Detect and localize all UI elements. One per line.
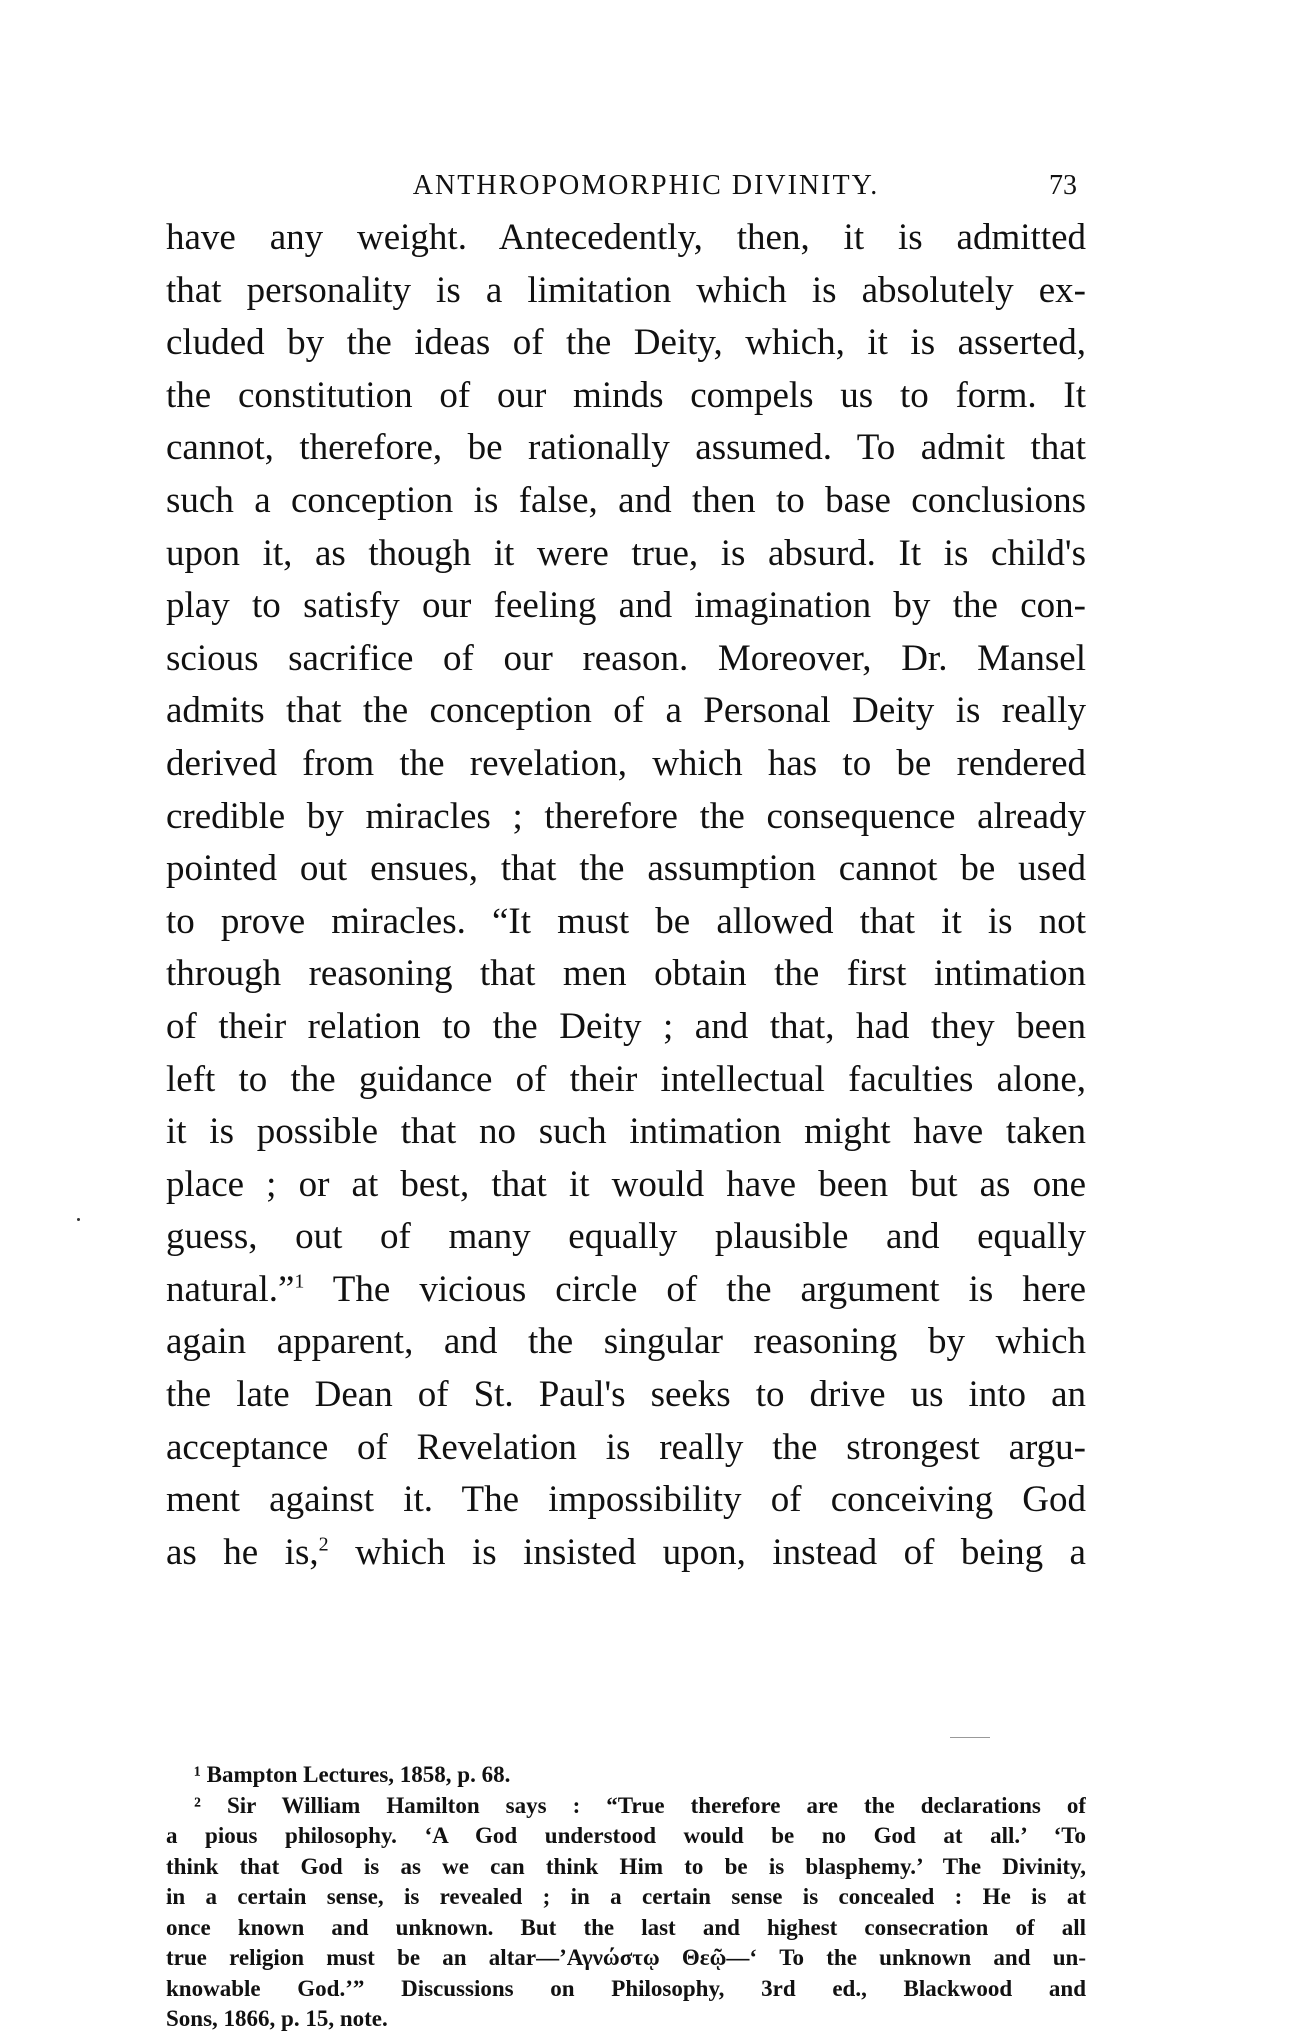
text-line: it is possible that no such intimation might have taken [166, 1111, 1086, 1153]
text-line: to prove miracles. “It must be allowed that it is not [166, 900, 1086, 942]
print-speck [77, 1218, 80, 1221]
text-line: scious sacrifice of our reason. Moreover, Dr. Mansel [166, 637, 1086, 679]
text-line: credible by miracles ; therefore the consequence already [166, 795, 1086, 837]
text-line: cluded by the ideas of the Deity, which, it is asserted, [166, 322, 1086, 364]
footnote-divider [950, 1737, 990, 1738]
footnote-2-line: think that God is as we can think Him to be is blasphemy.’ The Divinity, [166, 1853, 1086, 1879]
text-line: derived from the revelation, which has to be rendered [166, 742, 1086, 784]
text-line: upon it, as though it were true, is absurd. It is child's [166, 532, 1086, 574]
text-line: have any weight. Antecedently, then, it is admitted [166, 217, 1086, 258]
footnote-2-line: Sons, 1866, p. 15, note. [166, 2006, 388, 2031]
footnote-ref-2: 2 [318, 1533, 329, 1556]
text-line: pointed out ensues, that the assumption cannot be used [166, 848, 1086, 890]
text-line: guess, out of many equally plausible and equally [166, 1216, 1086, 1258]
footnote-marker: ¹ [194, 1762, 201, 1787]
line-text-before-ref: natural.” [166, 1268, 295, 1310]
text-line: cannot, therefore, be rationally assumed. To admit that [166, 427, 1086, 469]
footnotes [166, 1760, 1086, 2035]
footnote-2-line: a pious philosophy. ‘A God understood would be no God at all.’ ‘To [166, 1823, 1086, 1848]
footnote-2-line: in a certain sense, is revealed ; in a certain sense is concealed : He is at [166, 1884, 1086, 1909]
text-line: place ; or at best, that it would have been but as one [166, 1163, 1086, 1205]
footnote-ref-1: 1 [294, 1270, 305, 1293]
text-line: play to satisfy our feeling and imagination by the con- [166, 585, 1086, 627]
text-line-with-footnote-ref [166, 1264, 1086, 1317]
text-line: that personality is a limitation which is absolutely ex- [166, 269, 1086, 311]
running-title: ANTHROPOMORPHIC DIVINITY. [412, 170, 880, 201]
footnote-text: Bampton Lectures, 1858, p. 68. [206, 1762, 511, 1787]
main-text [166, 212, 1086, 1579]
footnote-2-line: knowable God.’” Discussions on Philosophy, 3rd ed., Blackwood and [166, 1975, 1086, 2001]
footnote-2-line [166, 1791, 1086, 1822]
text-line: admits that the conception of a Personal Deity is really [166, 690, 1086, 732]
footnote-marker: ² [194, 1792, 201, 1818]
text-line: again apparent, and the singular reasoning by which [166, 1321, 1086, 1363]
text-line-with-footnote-ref [166, 1527, 1086, 1580]
page-number: 73 [1049, 170, 1077, 201]
text-line: the constitution of our minds compels us to form. It [166, 374, 1086, 416]
text-line: acceptance of Revelation is really the strongest argu- [166, 1426, 1086, 1468]
text-line: ment against it. The impossibility of conceiving God [166, 1479, 1086, 1521]
footnote-2-line: true religion must be an altar—’Αγνώστῳ Θεῷ—‘ To the unknown and un- [166, 1945, 1086, 1970]
line-text-after-ref: The vicious circle of the argument is here [304, 1268, 1086, 1310]
text-line: through reasoning that men obtain the first intimation [166, 953, 1086, 995]
text-line: the late Dean of St. Paul's seeks to drive us into an [166, 1374, 1086, 1416]
line-text-after-ref: which is insisted upon, instead of being a [328, 1531, 1086, 1573]
footnote-1 [166, 1760, 1086, 1791]
footnote-2-line: once known and unknown. But the last and highest consecration of all [166, 1914, 1086, 1940]
running-head [0, 162, 1292, 202]
footnote-text: Sir William Hamilton says : “True therefore are the declarations of [226, 1792, 1086, 1818]
line-text-before-ref: as he is, [166, 1531, 319, 1573]
text-line: of their relation to the Deity ; and that, had they been [166, 1005, 1086, 1047]
text-line: left to the guidance of their intellectual faculties alone, [166, 1058, 1086, 1100]
text-line: such a conception is false, and then to base conclusions [166, 479, 1086, 521]
